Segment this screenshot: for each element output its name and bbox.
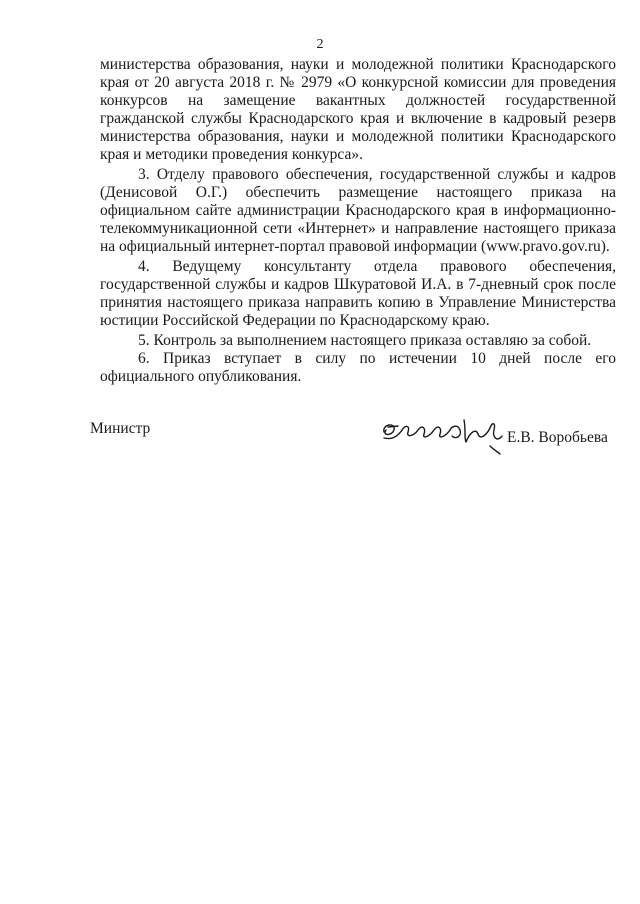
page-number: 2: [316, 37, 324, 52]
paragraph-continuation: министерства образования, науки и молодежной политики Краснодарского края от 20 августа 2018 г. № 2979 «О конкурсной комиссии для проведения конкурсов на замещение вакантных должностей государственной гражданской службы Краснодарского края и включение в кадровый резерв министерства образования, науки и молодежной политики Краснодарского края и методики проведения конкурса».: [100, 56, 616, 163]
paragraph-item-6: 6. Приказ вступает в силу по истечении 10 дней после его официального опубликования.: [100, 350, 616, 385]
handwritten-signature: [378, 410, 508, 456]
paragraph-item-4: 4. Ведущему консультанту отдела правового обеспечения, государственной службы и кадров Шкуратовой И.А. в 7-дневный срок после принятия настоящего приказа направить копию в Управление Министерства юстиции Российской Федерации по Краснодарскому краю.: [100, 258, 616, 329]
paragraph-item-3: 3. Отделу правового обеспечения, государственной службы и кадров (Денисовой О.Г.) обеспечить размещение настоящего приказа на официальном сайте администрации Краснодарского края в информационно-телекоммуникационной сети «Интернет» и направление настоящего приказа на официальный интернет-портал правовой информации (www.pravo.gov.ru).: [100, 166, 616, 255]
signatory-title: Министр: [90, 420, 151, 437]
paragraph-item-5: 5. Контроль за выполнением настоящего приказа оставляю за собой.: [138, 332, 592, 349]
signatory-name: Е.В. Воробьева: [507, 429, 608, 446]
document-body: [100, 56, 616, 386]
